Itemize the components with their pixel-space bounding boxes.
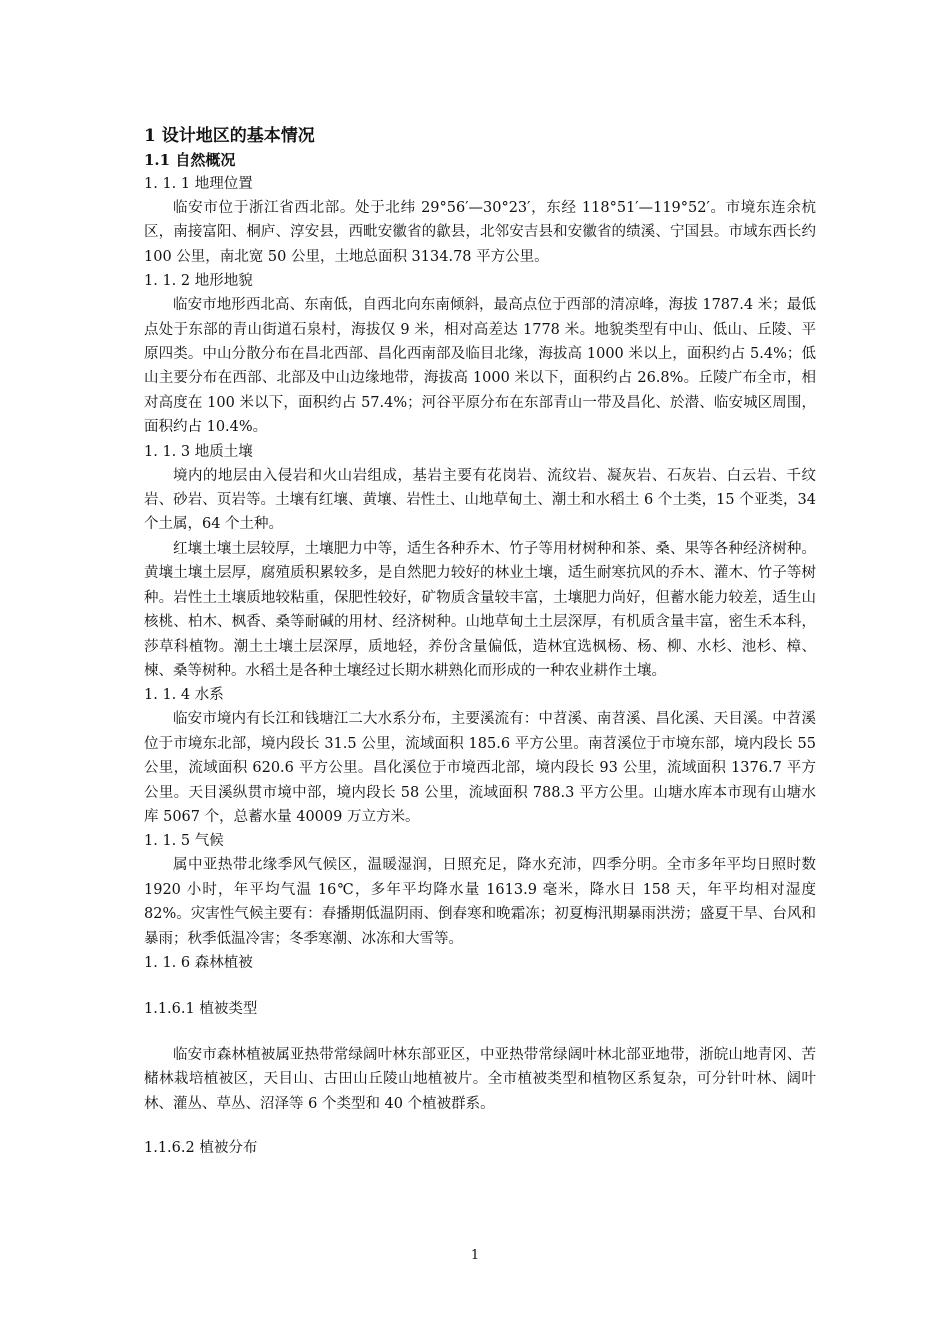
subsubsection-heading-vegetation-type: 1.1.6.1 植被类型 (144, 1000, 258, 1017)
paragraph-location: 临安市位于浙江省西北部。处于北纬 29°56′—30°23′，东经 118°51′—119°52′。市境东连余杭区，南接富阳、桐庐、淳安县，西毗安徽省的歙县，北邻安吉县和安徽省的绩溪、宁国县。市域东西长约 100 公里，南北宽 50 公里，土地总面积 3134.78 平方公里。 (144, 200, 816, 265)
subsection-heading-terrain: 1. 1. 2 地形地貌 (144, 273, 253, 290)
paragraph-water-system: 临安市境内有长江和钱塘江二大水系分布，主要溪流有：中苕溪、南苕溪、昌化溪、天目溪。中苕溪位于市境东北部，境内段长 31.5 公里，流域面积 185.6 平方公里。南苕溪位于市境东部，境内段长 55 公里，流域面积 620.6 平方公里。昌化溪位于市境西北部，境内段长 93 公里，流域面积 1376.7 平方公里。天目溪纵贯市境中部，境内段长 58 公里，流域面积 788.3 平方公里。山塘水库本市现有山塘水库 5067 个，总蓄水量 40009 万立方米。 (144, 711, 816, 825)
page-number: 1 (470, 1248, 480, 1263)
document-body (144, 124, 816, 1160)
subsection-heading-forest-vegetation: 1. 1. 6 森林植被 (144, 954, 253, 971)
section-heading-natural-overview: 1.1 自然概况 (144, 151, 236, 169)
paragraph-terrain: 临安市地形西北高、东南低，自西北向东南倾斜，最高点位于西部的清凉峰，海拔 1787.4 米；最低点处于东部的青山街道石泉村，海拔仅 9 米，相对高差达 1778 米。地貌类型有中山、低山、丘陵、平原四类。中山分散分布在昌北西部、昌化西南部及临目北缘，海拔高 1000 米以上，面积约占 5.4%；低山主要分布在西部、北部及中山边缘地带，海拔高 1000 米以下，面积约占 26.8%。丘陵广布全市，相对高度在 100 米以下，面积约占 57.4%；河谷平原分布在东部青山一带及昌化、於潜、临安城区周围，面积约占 10.4%。 (144, 297, 816, 436)
subsubsection-heading-vegetation-distribution: 1.1.6.2 植被分布 (144, 1140, 258, 1157)
chapter-heading: 1 设计地区的基本情况 (144, 126, 315, 146)
paragraph-soil-types: 红壤土壤土层较厚，土壤肥力中等，适生各种乔木、竹子等用材树种和茶、桑、果等各种经济树种。黄壤土壤土层厚，腐殖质积累较多，是自然肥力较好的林业土壤，适生耐寒抗风的乔木、灌木、竹子等树种。岩性土土壤质地较粘重，保肥性较好，矿物质含量较丰富，土壤肥力尚好，但蓄水能力较差，适生山核桃、柏木、枫香、桑等耐碱的用材、经济树种。山地草甸土土层深厚，有机质含量丰富，密生禾本科，莎草科植物。潮土土壤土层深厚，质地轻，养份含量偏低，造林宜选枫杨、杨、柳、水杉、池杉、樟、楝、桑等树种。水稻土是各种土壤经过长期水耕熟化而形成的一种农业耕作土壤。 (144, 540, 816, 679)
subsection-heading-location: 1. 1. 1 地理位置 (144, 176, 253, 192)
subsection-heading-geology-soil: 1. 1. 3 地质土壤 (144, 443, 253, 460)
spacer (144, 975, 816, 997)
paragraph-vegetation-type: 临安市森林植被属亚热带常绿阔叶林东部亚区，中亚热带常绿阔叶林北部亚地带，浙皖山地青冈、苦槠林栽培植被区，天目山、古田山丘陵山地植被片。全市植被类型和植物区系复杂，可分针叶林、阔叶林、灌丛、草丛、沼泽等 6 个类型和 40 个植被群系。 (144, 1046, 816, 1112)
paragraph-geology: 境内的地层由入侵岩和火山岩组成，基岩主要有花岗岩、流纹岩、凝灰岩、石灰岩、白云岩、千纹岩、砂岩、页岩等。土壤有红壤、黄壤、岩性土、山地草甸土、潮土和水稻土 6 个土类，15 个亚类，34 个土属，64 个土种。 (144, 467, 816, 533)
subsection-heading-climate: 1. 1. 5 气候 (144, 833, 224, 850)
subsection-heading-water-system: 1. 1. 4 水系 (144, 687, 224, 704)
paragraph-climate: 属中亚热带北缘季风气候区，温暖湿润，日照充足，降水充沛，四季分明。全市多年平均日照时数 1920 小时，年平均气温 16℃，多年平均降水量 1613.9 毫米，降水日 158 天，年平均相对湿度 82%。灾害性气候主要有：春播期低温阴雨、倒春寒和晚霜冻；初夏梅汛期暴雨洪涝；盛夏干旱、台风和暴雨；秋季低温冷害；冬季寒潮、冰冻和大雪等。 (144, 857, 816, 947)
spacer (144, 1021, 816, 1043)
spacer (144, 1116, 816, 1136)
